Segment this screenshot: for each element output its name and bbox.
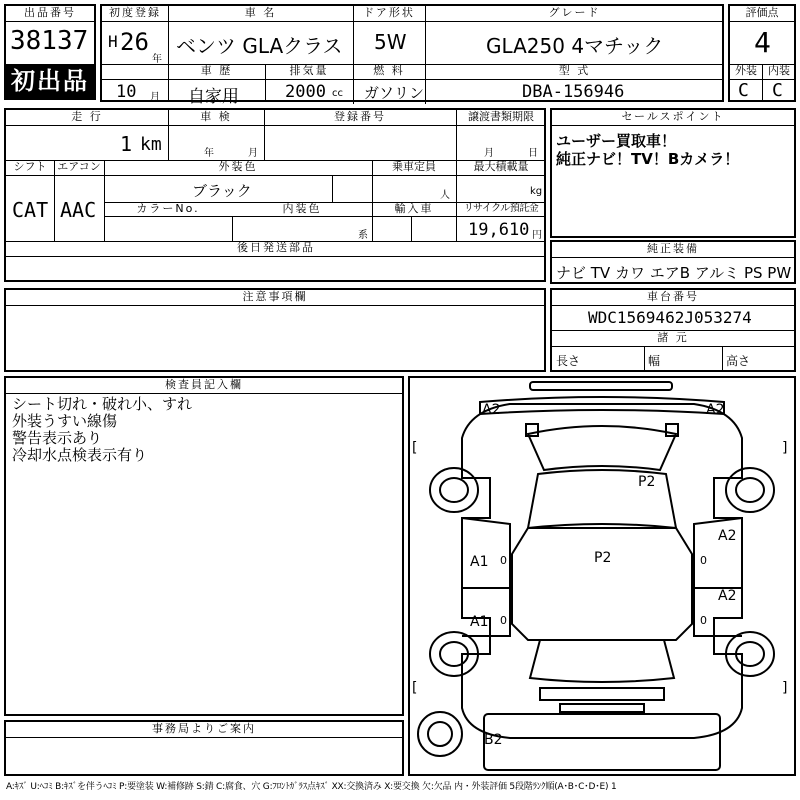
era: H bbox=[108, 32, 118, 51]
km-unit: km bbox=[140, 134, 162, 155]
transfer-label: 譲渡書類期限 bbox=[468, 110, 534, 123]
interior-label: 内装 bbox=[768, 64, 790, 77]
office-label: 事務局よりご案内 bbox=[6, 722, 402, 738]
fuel-label: 燃 料 bbox=[373, 64, 405, 77]
car-name-label: 車 名 bbox=[244, 6, 277, 19]
shift-value: CAT bbox=[12, 198, 49, 222]
notes-box bbox=[4, 288, 546, 372]
grade-value: GLA250 4マチック bbox=[486, 34, 664, 58]
score-label: 評価点 bbox=[730, 6, 794, 22]
equipment-value: ナビ TV カワ エアB アルミ PS PW bbox=[556, 264, 792, 282]
mark-left-rear-door: A1 bbox=[470, 614, 489, 630]
zero-left-2: 0 bbox=[500, 614, 507, 627]
car-name: ベンツ GLAクラス bbox=[176, 34, 343, 58]
sales-text: ユーザー買取車！ 純正ナビ！TV！Bカメラ！ bbox=[556, 132, 740, 168]
insp-month-unit: 月 bbox=[248, 148, 258, 159]
chassis-value: WDC1569462J053274 bbox=[588, 308, 752, 327]
mark-rear: B2 bbox=[484, 732, 503, 748]
transfer-day-unit: 日 bbox=[528, 148, 538, 159]
sales-label: セールスポイント bbox=[552, 110, 794, 126]
history-label: 車 歴 bbox=[200, 64, 233, 77]
first-listing-text: 初出品 bbox=[11, 67, 89, 95]
legend-text: A:ｷｽﾞ U:ﾍｺﾐ B:ｷｽﾞを伴うﾍｺﾐ P:要塗装 W:補修跡 S:錆 C:腐食、穴 G:ﾌﾛﾝﾄｶﾞﾗｽ点ｷｽﾞ XX:交換済み X:要交換 欠:欠品 内・外装評価 5段階ﾗﾝｸ順(A･B･C･D･E) 1 bbox=[6, 782, 617, 792]
ac-label: エアコン bbox=[57, 160, 101, 173]
mark-roof: P2 bbox=[638, 474, 656, 490]
int-unit: 系 bbox=[358, 230, 368, 241]
inspector-label: 検査員記入欄 bbox=[6, 378, 402, 394]
length-label: 長さ bbox=[556, 354, 581, 368]
capacity-unit: 人 bbox=[440, 190, 450, 201]
chassis-label: 車台番号 bbox=[552, 290, 794, 306]
inspection-label: 車 検 bbox=[200, 110, 232, 123]
vehicle-info-box bbox=[4, 108, 546, 282]
year: 26 bbox=[120, 28, 149, 56]
main-header-box bbox=[100, 4, 724, 107]
sales-point-box bbox=[550, 108, 796, 238]
later-parts-label: 後日発送部品 bbox=[237, 241, 315, 254]
model-label: 型 式 bbox=[558, 64, 591, 77]
car-diagram-svg bbox=[410, 378, 794, 774]
month: 10 bbox=[116, 82, 137, 102]
max-load-label: 最大積載量 bbox=[473, 160, 529, 173]
model-value: DBA-156946 bbox=[522, 82, 625, 102]
bracket-right-2: ] bbox=[782, 680, 788, 696]
color-value: ブラック bbox=[192, 182, 252, 200]
bracket-right-1: ] bbox=[782, 440, 788, 456]
ac-value: AAC bbox=[60, 198, 97, 222]
load-unit: kg bbox=[530, 186, 543, 197]
grade-label: グレード bbox=[548, 6, 601, 19]
mark-left-front-door: A1 bbox=[470, 554, 489, 570]
year-unit: 年 bbox=[152, 54, 162, 65]
score-box bbox=[728, 4, 796, 102]
mileage-label: 走 行 bbox=[71, 110, 103, 123]
chassis-box bbox=[550, 288, 796, 372]
recycle-label: リサイクル預託金 bbox=[463, 203, 539, 214]
score-value: 4 bbox=[754, 26, 771, 59]
equipment-label: 純正装備 bbox=[552, 242, 794, 258]
month-unit: 月 bbox=[150, 92, 160, 103]
mark-front-right: A2 bbox=[706, 402, 725, 418]
lot-number: 38137 bbox=[10, 26, 89, 56]
recycle-value: 19,610 bbox=[468, 220, 530, 240]
color-no-label: カラーNo. bbox=[136, 202, 200, 215]
yen-unit: 円 bbox=[532, 230, 542, 241]
displacement-label: 排気量 bbox=[289, 64, 329, 77]
insp-year-unit: 年 bbox=[204, 148, 214, 159]
history-value: 自家用 bbox=[188, 87, 239, 107]
first-reg-label: 初度登録 bbox=[109, 6, 161, 19]
displacement-value: 2000 bbox=[285, 82, 326, 102]
lot-box bbox=[4, 4, 96, 100]
mileage-value: 1 bbox=[120, 132, 133, 156]
damage-diagram bbox=[408, 376, 796, 776]
color-label: 外装色 bbox=[218, 160, 258, 173]
reg-label: 登録番号 bbox=[334, 110, 386, 123]
door-value: 5W bbox=[374, 30, 407, 54]
transfer-month-unit: 月 bbox=[484, 148, 494, 159]
notes-label: 注意事項欄 bbox=[6, 290, 544, 306]
int-color-label: 内装色 bbox=[282, 202, 322, 215]
door-label: ドア形状 bbox=[363, 6, 415, 19]
bracket-left-2: [ bbox=[412, 680, 418, 696]
mark-cabin: P2 bbox=[594, 550, 612, 566]
equipment-box bbox=[550, 240, 796, 284]
exterior-label: 外装 bbox=[735, 64, 757, 77]
import-label: 輸入車 bbox=[394, 202, 434, 215]
dims-label: 諸 元 bbox=[657, 331, 689, 344]
mark-right-rear-door: A2 bbox=[718, 588, 737, 604]
zero-left-1: 0 bbox=[500, 554, 507, 567]
inspector-box bbox=[4, 376, 404, 716]
fuel-value: ガソリン bbox=[364, 84, 425, 102]
capacity-label: 乗車定員 bbox=[392, 160, 436, 173]
mark-front-left: A2 bbox=[482, 402, 501, 418]
zero-right-2: 0 bbox=[700, 614, 707, 627]
height-label: 高さ bbox=[726, 354, 751, 368]
interior-value: C bbox=[772, 80, 783, 101]
shift-label: シフト bbox=[13, 160, 47, 173]
zero-right-1: 0 bbox=[700, 554, 707, 567]
exterior-value: C bbox=[738, 80, 749, 101]
inspector-text: シート切れ・破れ小、すれ 外装うすい線傷 警告表示あり 冷却水点検表示有り bbox=[12, 395, 193, 464]
cc-unit: cc bbox=[332, 88, 343, 99]
office-box bbox=[4, 720, 404, 776]
width-label: 幅 bbox=[648, 354, 661, 368]
bracket-left-1: [ bbox=[412, 440, 418, 456]
lot-label: 出品番号 bbox=[6, 6, 94, 22]
first-listing-badge bbox=[6, 64, 94, 98]
mark-right-front-door: A2 bbox=[718, 528, 737, 544]
